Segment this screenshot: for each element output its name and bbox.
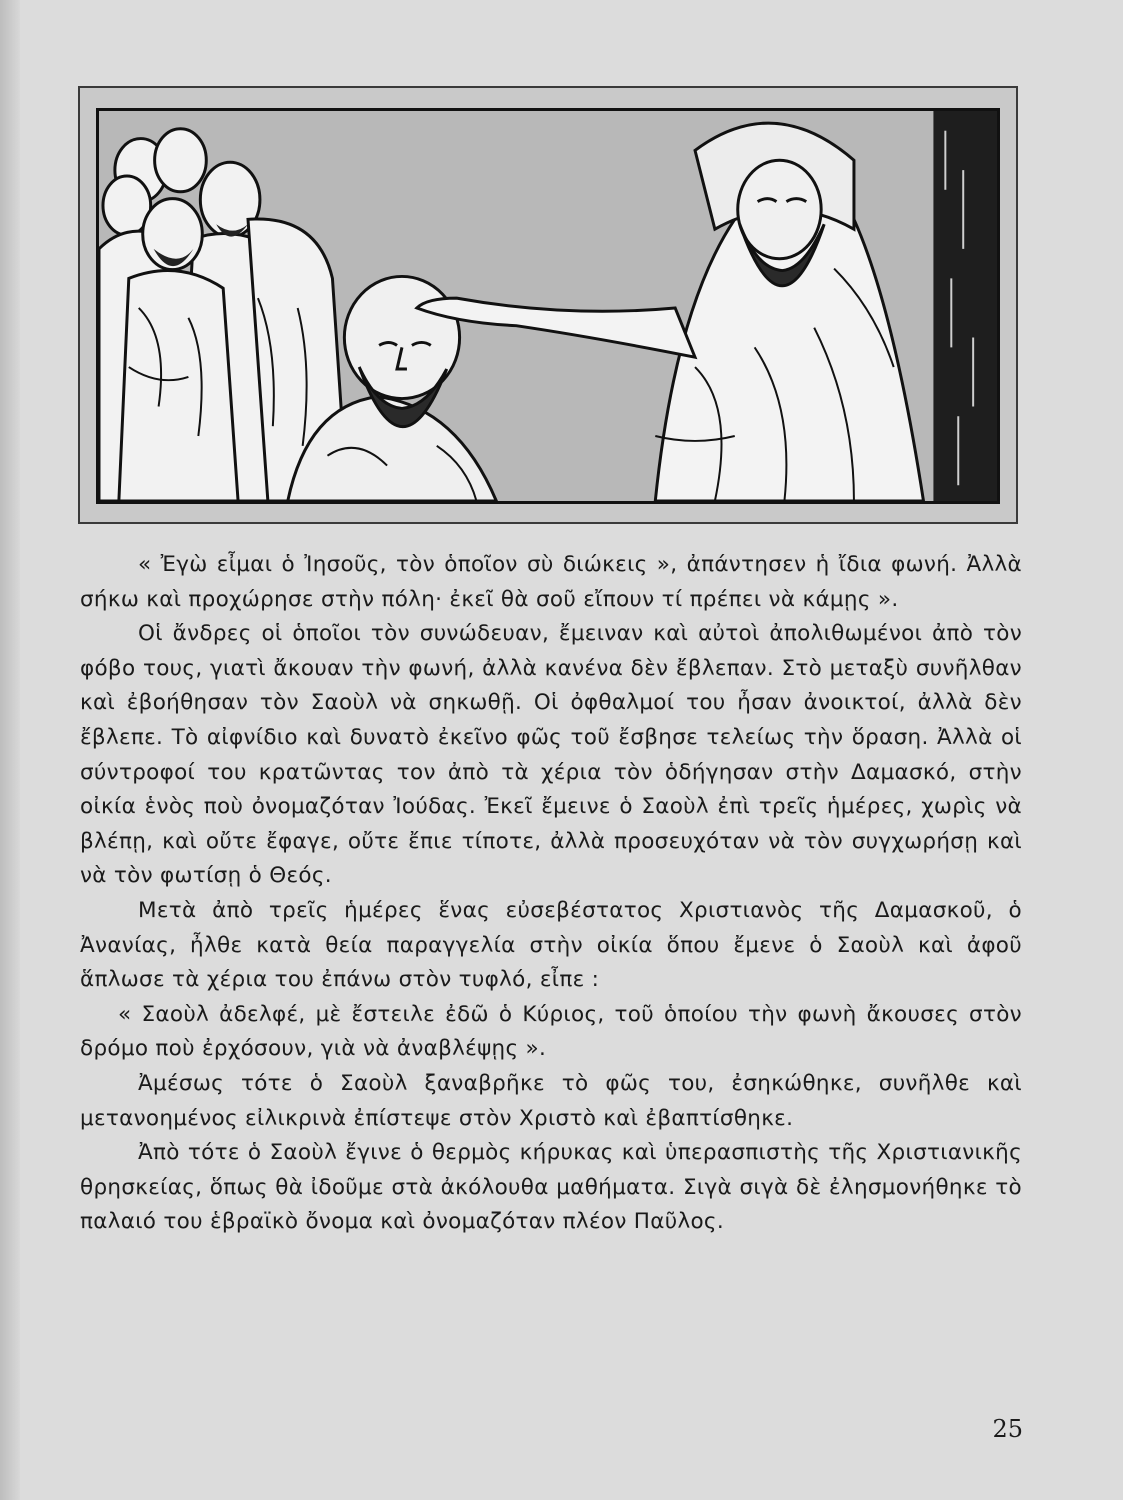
paragraph: « Σαοὺλ ἀδελφέ, μὲ ἔστειλε ἐδῶ ὁ Κύριος, τοῦ ὁποίου τὴν φωνὴ ἄκουσες στὸν δρόμο ποὺ ἐρχόσουν, γιὰ νὰ ἀναβλέψῃς ». — [80, 1001, 1022, 1062]
page-number: 25 — [992, 1415, 1023, 1443]
body-text — [80, 548, 1022, 1240]
page-edge-shadow — [0, 0, 20, 1500]
illustration-drawing — [99, 111, 997, 501]
dark-wall — [933, 111, 997, 501]
paragraph: Μετὰ ἀπὸ τρεῖς ἡμέρες ἕνας εὐσεβέστατος Χριστιανὸς τῆς Δαμασκοῦ, ὁ Ἀνανίας, ἦλθε κατὰ θεία παραγγελία στὴν οἰκία ὅπου ἔμενε ὁ Σαοὺλ καὶ ἀφοῦ ἅπλωσε τὰ χέρια του ἐπάνω στὸν τυφλό, εἶπε : — [80, 897, 1022, 993]
paragraph: Ἀπὸ τότε ὁ Σαοὺλ ἔγινε ὁ θερμὸς κήρυκας καὶ ὑπερασπιστὴς τῆς Χριστιανικῆς θρησκείας, ὅπως θὰ ἰδοῦμε στὰ ἀκόλουθα μαθήματα. Σιγὰ σιγὰ δὲ ἐλησμονήθηκε τὸ παλαιό του ἑβραϊκὸ ὄνομα καὶ ὀνομαζόταν πλέον Παῦλος. — [80, 1140, 1022, 1235]
illustration-frame — [78, 86, 1018, 524]
paragraph: Οἱ ἄνδρες οἱ ὁποῖοι τὸν συνώδευαν, ἔμειναν καὶ αὐτοὶ ἀπολιθωμένοι ἀπὸ τὸν φόβο τους, γιατὶ ἄκουαν τὴν φωνή, ἀλλὰ κανένα δὲν ἔβλεπαν. Στὸ μεταξὺ συνῆλθαν καὶ ἐβοήθησαν τὸν Σαοὺλ νὰ σηκωθῇ. Οἱ ὀφθαλμοί του ἦσαν ἀνοικτοί, ἀλλὰ δὲν ἔβλεπε. Τὸ αἰφνίδιο καὶ δυνατὸ ἐκεῖνο φῶς τοῦ ἔσβησε τελείως τὴν ὅραση. Ἀλλὰ οἱ σύντροφοί του κρατῶντας τον ἀπὸ τὰ χέρια τὸν ὁδήγησαν στὴν Δαμασκό, στὴν οἰκία ἑνὸς ποὺ ὀνομαζόταν Ἰούδας. Ἐκεῖ ἔμεινε ὁ Σαοὺλ ἐπὶ τρεῖς ἡμέρες, χωρὶς νὰ βλέπῃ, καὶ οὔτε ἔφαγε, οὔτε ἔπιε τίποτε, ἀλλὰ προσευχόταν νὰ τὸν συγχωρήσῃ καὶ νὰ τὸν φωτίσῃ ὁ Θεός. — [80, 621, 1022, 889]
paragraph: « Ἐγὼ εἶμαι ὁ Ἰησοῦς, τὸν ὁποῖον σὺ διώκεις », ἀπάντησεν ἡ ἴδια φωνή. Ἀλλὰ σήκω καὶ προχώρησε στὴν πόλη· ἐκεῖ θὰ σοῦ εἴπουν τί πρέπει νὰ κάμῃς ». — [80, 552, 1022, 612]
paragraph: Ἀμέσως τότε ὁ Σαοὺλ ξαναβρῆκε τὸ φῶς του, ἐσηκώθηκε, συνῆλθε καὶ μετανοημένος εἰλικρινὰ ἐπίστεψε στὸν Χριστὸ καὶ ἐβαπτίσθηκε. — [80, 1070, 1022, 1131]
illustration — [96, 108, 1000, 504]
